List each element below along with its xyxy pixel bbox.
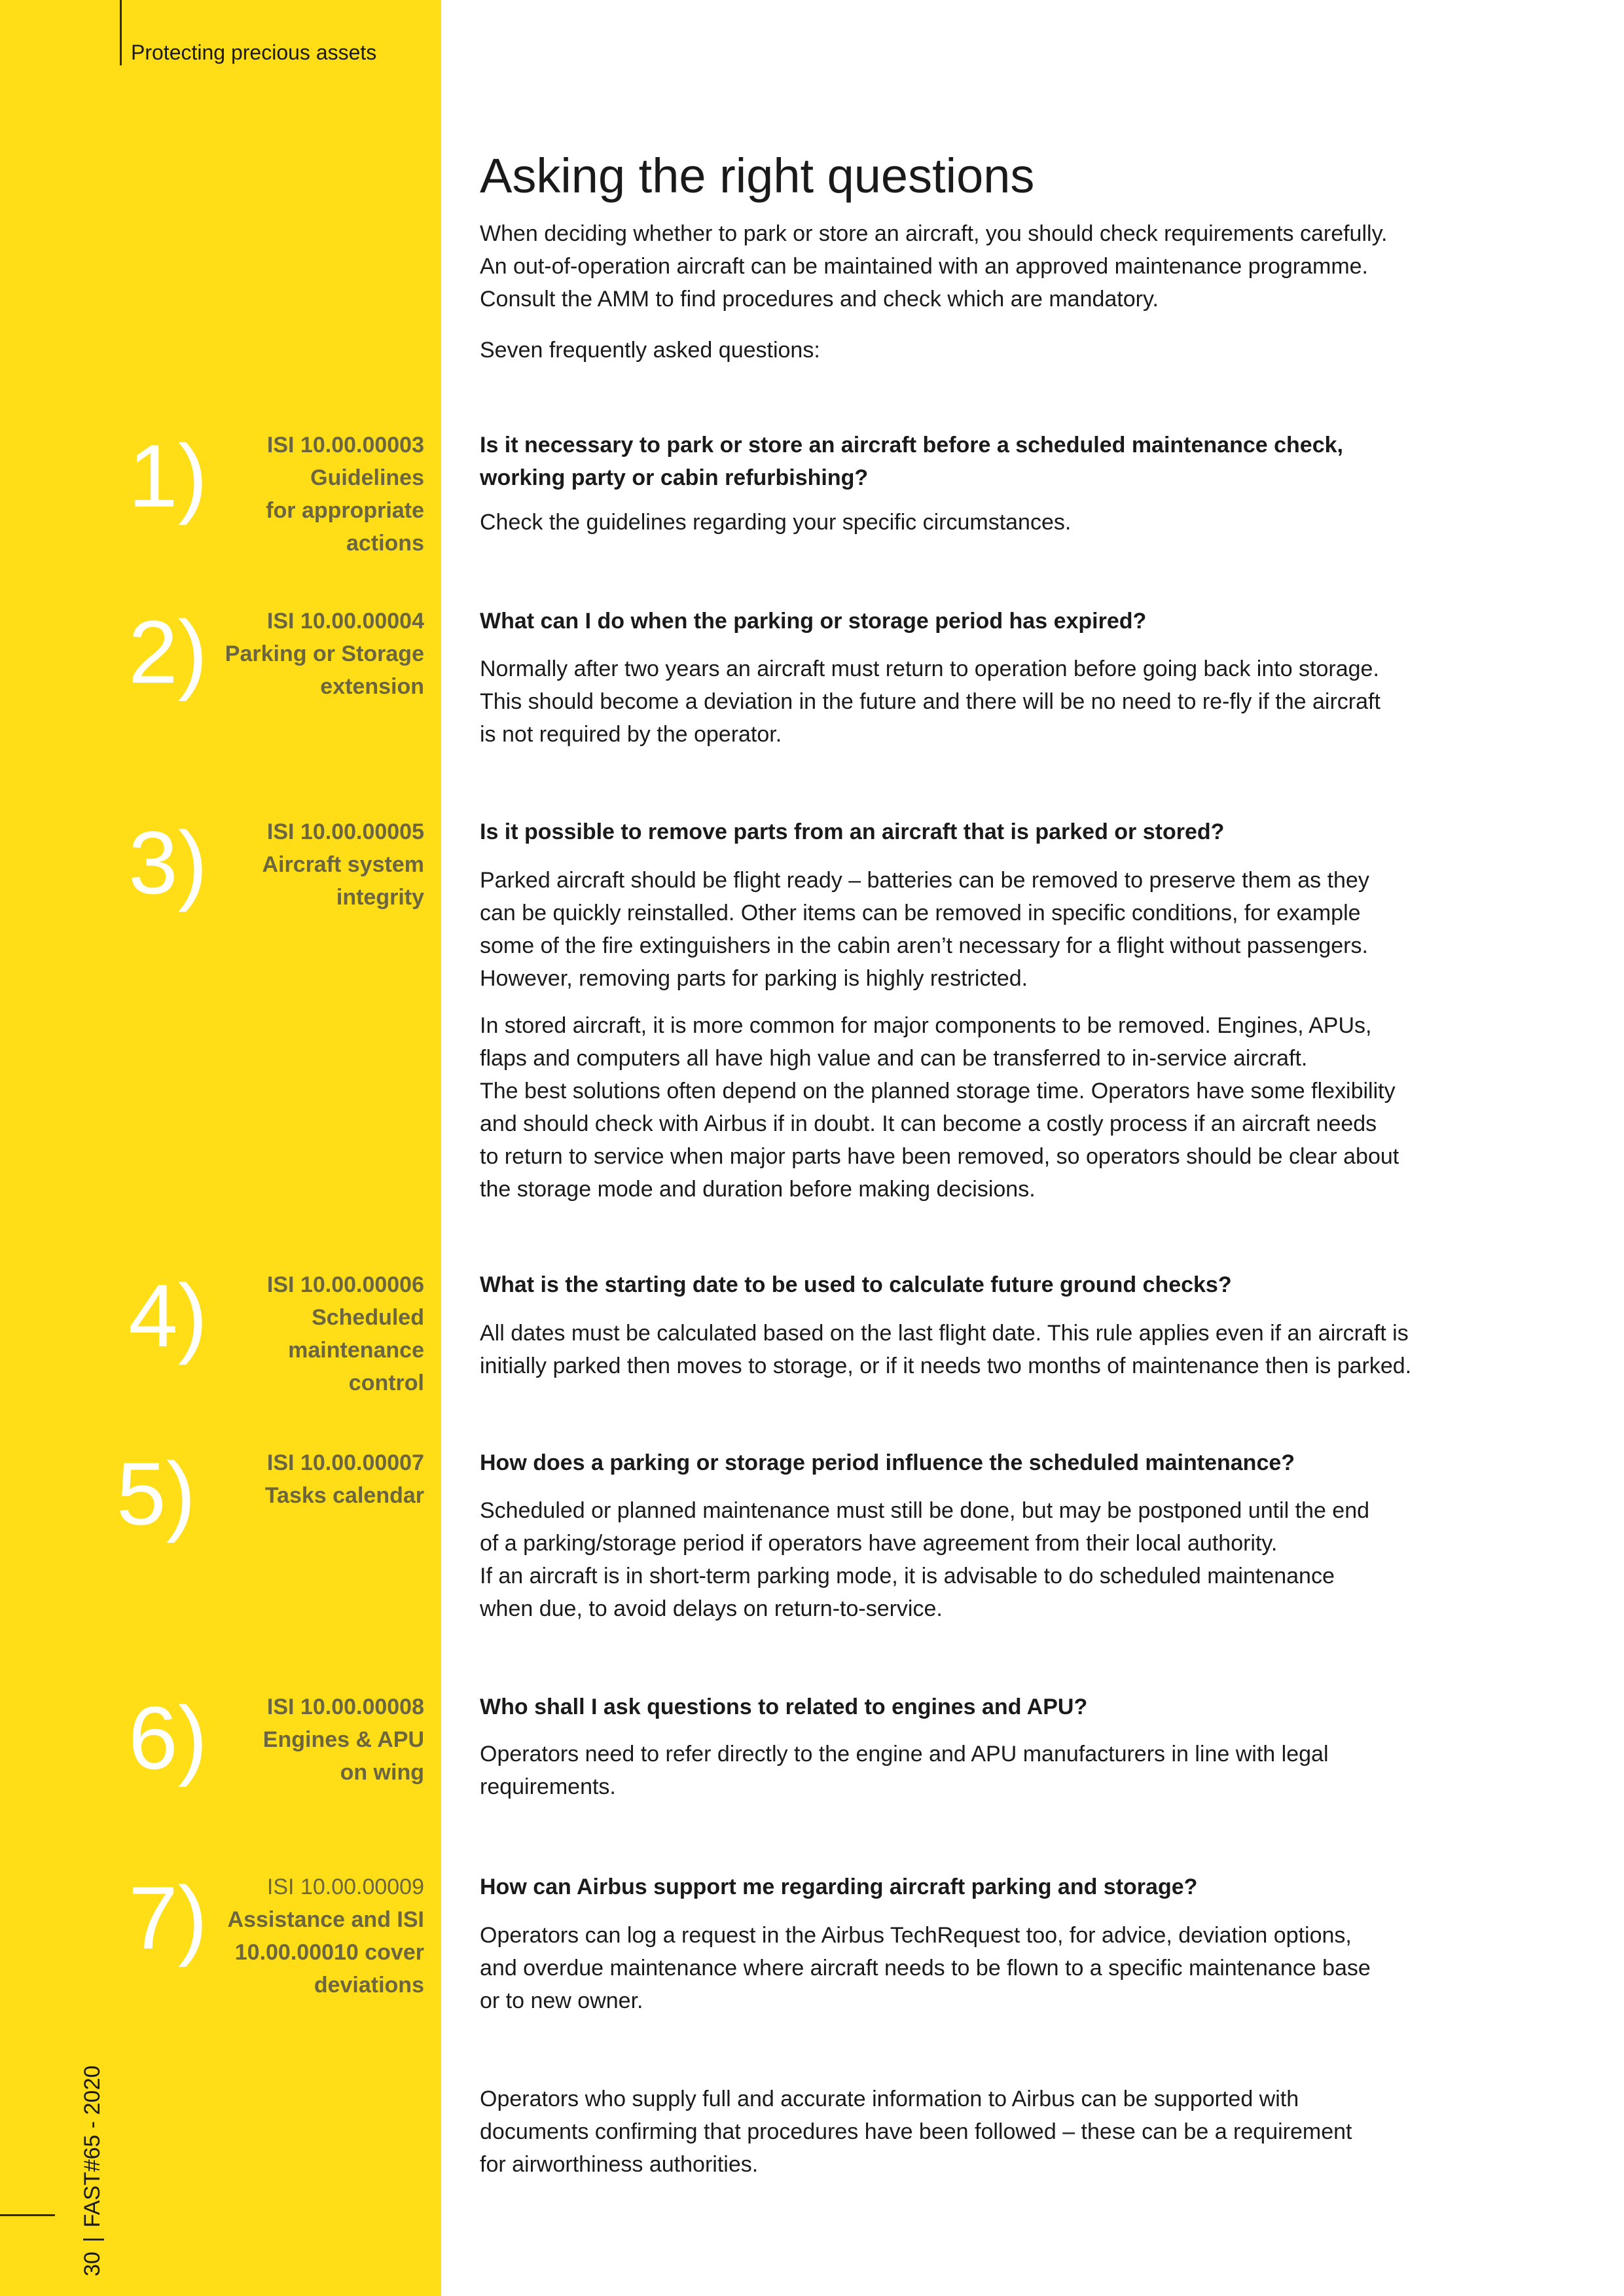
isi-reference-line: ISI 10.00.00003 (266, 433, 424, 457)
isi-reference-line: on wing (340, 1760, 424, 1785)
faq-number: 4) (128, 1266, 208, 1365)
faq-answer-line: some of the fire extinguishers in the cabin aren’t necessary for a flight without passengers. (480, 933, 1368, 958)
faq-answer-line: is not required by the operator. (480, 722, 782, 747)
faq-answer (480, 1494, 1501, 1625)
faq-number: 5) (117, 1444, 196, 1543)
intro-paragraph (480, 217, 1501, 315)
closing-line: documents confirming that procedures have been followed – these can be a requirement (480, 2119, 1352, 2144)
isi-reference-line: for appropriate (266, 498, 424, 523)
isi-reference-line: ISI 10.00.00009 (266, 1874, 424, 1899)
faq-answer (480, 653, 1501, 751)
isi-reference (149, 1871, 424, 2001)
isi-reference-line: integrity (336, 885, 424, 910)
faq-answer-line: However, removing parts for parking is highly restricted. (480, 966, 1028, 991)
faq-answer-line: Operators can log a request in the Airbus TechRequest too, for advice, deviation options, (480, 1923, 1352, 1948)
faq-answer-line: In stored aircraft, it is more common for major components to be removed. Engines, APUs, (480, 1013, 1372, 1038)
faq-answer (480, 506, 1501, 539)
isi-reference-line: extension (320, 674, 424, 699)
isi-reference (149, 429, 424, 560)
faq-question-line: Who shall I ask questions to related to engines and APU? (480, 1695, 1088, 1719)
faq-answer-line: This should become a deviation in the future and there will be no need to re-fly if the aircraft (480, 689, 1380, 714)
isi-reference (149, 605, 424, 703)
footer-rule (0, 2214, 55, 2216)
faq-question (480, 605, 1501, 637)
intro-line: When deciding whether to park or store an aircraft, you should check requirements carefully. (480, 221, 1388, 246)
faq-answer (480, 1317, 1501, 1382)
page-number: 30 (80, 2251, 105, 2276)
isi-reference-line: maintenance (288, 1338, 424, 1363)
section-label: Protecting precious assets (131, 41, 377, 64)
faq-answer-line: and should check with Airbus if in doubt. It can become a costly process if an aircraft needs (480, 1111, 1377, 1136)
faq-question (480, 1446, 1501, 1479)
publication-label: FAST#65 - 2020 (80, 2065, 105, 2228)
faq-answer-line: of a parking/storage period if operators have agreement from their local authority. (480, 1531, 1278, 1556)
intro-line: Consult the AMM to find procedures and check which are mandatory. (480, 287, 1159, 312)
isi-reference-line: ISI 10.00.00008 (266, 1695, 424, 1719)
isi-reference-line: control (348, 1371, 424, 1395)
faq-question-line: How does a parking or storage period influence the scheduled maintenance? (480, 1450, 1295, 1475)
isi-reference-line: Guidelines (310, 465, 424, 490)
faq-question-line: Is it possible to remove parts from an aircraft that is parked or stored? (480, 819, 1225, 844)
faq-answer-line: and overdue maintenance where aircraft needs to be flown to a specific maintenance base (480, 1956, 1371, 1981)
faq-answer (480, 864, 1501, 995)
faq-number: 6) (128, 1688, 208, 1787)
isi-reference (149, 1691, 424, 1789)
faq-answer-line: when due, to avoid delays on return-to-service. (480, 1596, 943, 1621)
faq-answer-line: initially parked then moves to storage, or if it needs two months of maintenance then is parked. (480, 1354, 1412, 1378)
isi-reference-line: Engines & APU (262, 1727, 424, 1752)
faq-number: 1) (128, 426, 208, 526)
isi-reference (149, 1446, 424, 1512)
faq-number: 2) (128, 602, 208, 702)
faq-answer-line: the storage mode and duration before making decisions. (480, 1177, 1036, 1202)
faq-answer-line: Check the guidelines regarding your specific circumstances. (480, 510, 1072, 535)
faq-answer-line: or to new owner. (480, 1988, 643, 2013)
isi-reference-line: Tasks calendar (264, 1483, 424, 1508)
closing-line: for airworthiness authorities. (480, 2152, 759, 2177)
faq-question-line: How can Airbus support me regarding aircraft parking and storage? (480, 1874, 1198, 1899)
faq-answer-line: to return to service when major parts have been removed, so operators should be clear about (480, 1144, 1399, 1169)
header-rule (120, 0, 122, 65)
isi-reference-line: deviations (314, 1973, 424, 1998)
faq-question-line: What can I do when the parking or storage period has expired? (480, 609, 1147, 634)
isi-reference-line: Parking or Storage (225, 641, 424, 666)
faq-answer (480, 1919, 1501, 2017)
page-footer (80, 2066, 105, 2276)
isi-reference-line: ISI 10.00.00007 (266, 1450, 424, 1475)
faq-answer-line: requirements. (480, 1774, 616, 1799)
faq-answer-line: Scheduled or planned maintenance must still be done, but may be postponed until the end (480, 1498, 1370, 1523)
faq-question-line: What is the starting date to be used to calculate future ground checks? (480, 1272, 1232, 1297)
faq-question-line: working party or cabin refurbishing? (480, 465, 869, 490)
isi-reference-line: ISI 10.00.00004 (266, 609, 424, 634)
faq-answer-continued (480, 1009, 1501, 1206)
closing-paragraph (480, 2083, 1501, 2181)
isi-reference (149, 816, 424, 914)
faq-number: 3) (128, 813, 208, 912)
faq-answer-line: can be quickly reinstalled. Other items can be removed in specific conditions, for example (480, 901, 1361, 925)
isi-reference-line: 10.00.00010 cover (234, 1940, 424, 1965)
isi-reference (149, 1268, 424, 1399)
faq-answer-line: The best solutions often depend on the planned storage time. Operators have some flexibility (480, 1079, 1396, 1103)
isi-reference-line: Scheduled (312, 1305, 424, 1330)
faq-question (480, 1871, 1501, 1903)
faq-question (480, 429, 1501, 494)
faq-answer (480, 1738, 1501, 1803)
footer-separator: | (80, 2236, 105, 2243)
intro-line: An out-of-operation aircraft can be maintained with an approved maintenance programme. (480, 254, 1368, 279)
faq-answer-line: flaps and computers all have high value and can be transferred to in-service aircraft. (480, 1046, 1308, 1071)
faq-question (480, 1268, 1501, 1301)
faq-question (480, 816, 1501, 848)
isi-reference-line: Aircraft system (262, 852, 424, 877)
faq-answer-line: All dates must be calculated based on the last flight date. This rule applies even if an aircraft is (480, 1321, 1409, 1346)
isi-reference-line: actions (346, 531, 424, 556)
faq-number: 7) (128, 1868, 208, 1967)
isi-reference-line: ISI 10.00.00005 (266, 819, 424, 844)
faq-answer-line: Normally after two years an aircraft must return to operation before going back into storage. (480, 656, 1379, 681)
isi-reference-line: ISI 10.00.00006 (266, 1272, 424, 1297)
faq-question-line: Is it necessary to park or store an aircraft before a scheduled maintenance check, (480, 433, 1343, 457)
intro-subheading: Seven frequently asked questions: (480, 338, 820, 363)
isi-reference-line: Assistance and ISI (227, 1907, 424, 1932)
faq-question (480, 1691, 1501, 1723)
faq-answer-line: Parked aircraft should be flight ready – batteries can be removed to preserve them as they (480, 868, 1369, 893)
faq-answer-line: Operators need to refer directly to the engine and APU manufacturers in line with legal (480, 1742, 1329, 1767)
article-title: Asking the right questions (480, 149, 1035, 203)
faq-answer-line: If an aircraft is in short-term parking mode, it is advisable to do scheduled maintenance (480, 1564, 1335, 1588)
closing-line: Operators who supply full and accurate information to Airbus can be supported with (480, 2087, 1299, 2111)
